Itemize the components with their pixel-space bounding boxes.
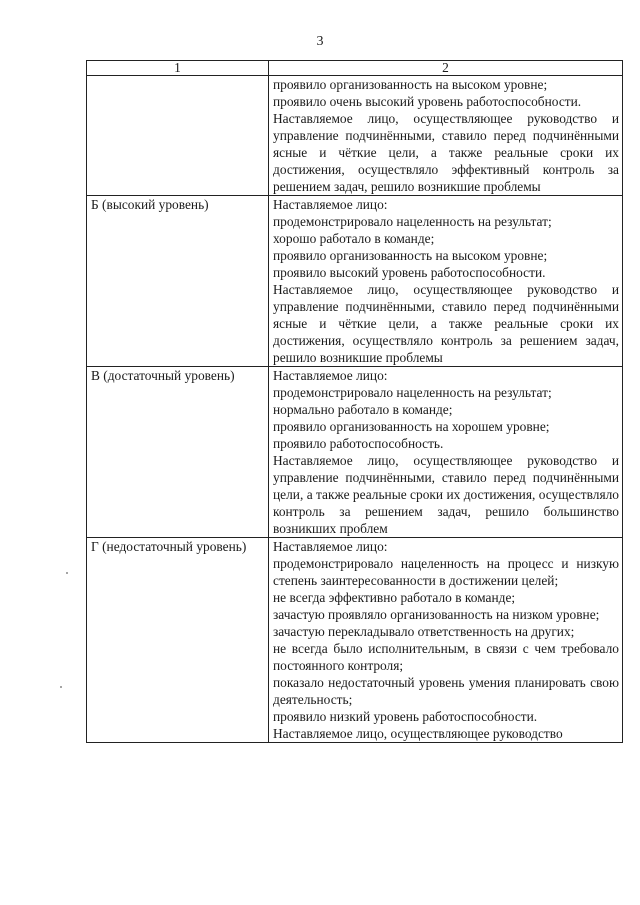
description-cell bbox=[269, 196, 623, 367]
description-line: проявило организованность на хорошем уровне; bbox=[273, 419, 550, 434]
column-header-2: 2 bbox=[269, 61, 623, 76]
table-row bbox=[87, 538, 623, 743]
description-line: зачастую перекладывало ответственность на других; bbox=[273, 624, 575, 639]
description-line: продемонстрировало нацеленность на результат; bbox=[273, 385, 552, 400]
description-line: зачастую проявляло организованность на низком уровне; bbox=[273, 607, 600, 622]
description-line: проявило высокий уровень работоспособности. bbox=[273, 265, 546, 280]
description-line: Наставляемое лицо, осуществляющее руководство и управление подчинёнными, ставило перед подчинёнными ясные и чёткие цели, а также реальные сроки их достижения, осуществляло эффективный контроль за решением задач, решило возникшие проблемы bbox=[273, 111, 619, 194]
page-number: 3 bbox=[316, 34, 324, 49]
column-header-1: 1 bbox=[87, 61, 269, 76]
description-cell bbox=[269, 367, 623, 538]
level-cell: Б (высокий уровень) bbox=[87, 196, 269, 367]
description-line: проявило низкий уровень работоспособности. bbox=[273, 709, 538, 724]
description-line: Наставляемое лицо: bbox=[273, 539, 388, 554]
description-line: проявило работоспособность. bbox=[273, 436, 444, 451]
description-line: хорошо работало в команде; bbox=[273, 231, 435, 246]
description-line: продемонстрировало нацеленность на результат; bbox=[273, 214, 552, 229]
description-line: Наставляемое лицо: bbox=[273, 368, 388, 383]
table-header-row bbox=[87, 61, 623, 76]
assessment-table bbox=[86, 60, 623, 743]
level-cell bbox=[87, 76, 269, 196]
description-cell bbox=[269, 76, 623, 196]
description-line: не всегда эффективно работало в команде; bbox=[273, 590, 516, 605]
table-row bbox=[87, 367, 623, 538]
table-row bbox=[87, 196, 623, 367]
description-line: проявило организованность на высоком уровне; bbox=[273, 77, 548, 92]
description-line: Наставляемое лицо, осуществляющее руководство bbox=[273, 726, 563, 741]
description-cell bbox=[269, 538, 623, 743]
description-line: Наставляемое лицо: bbox=[273, 197, 388, 212]
scan-speck bbox=[60, 686, 62, 688]
description-line: нормально работало в команде; bbox=[273, 402, 453, 417]
level-cell: В (достаточный уровень) bbox=[87, 367, 269, 538]
table-row bbox=[87, 76, 623, 196]
description-line: проявило очень высокий уровень работоспособности. bbox=[273, 94, 582, 109]
description-line: Наставляемое лицо, осуществляющее руководство и управление подчинёнными, ставило перед подчинёнными цели, а также реальные сроки их достижения, осуществляло контроль за решением задач, решило большинство возникших проблем bbox=[273, 453, 619, 536]
level-cell: Г (недостаточный уровень) bbox=[87, 538, 269, 743]
description-line: не всегда было исполнительным, в связи с чем требовало постоянного контроля; bbox=[273, 641, 619, 673]
description-line: Наставляемое лицо, осуществляющее руководство и управление подчинёнными, ставило перед подчинёнными ясные и чёткие цели, а также реальные сроки их достижения, осуществляло контроль за решением задач, решило возникшие проблемы bbox=[273, 282, 619, 365]
description-line: проявило организованность на высоком уровне; bbox=[273, 248, 548, 263]
description-line: показало недостаточный уровень умения планировать свою деятельность; bbox=[273, 675, 619, 707]
scan-speck bbox=[66, 572, 68, 574]
description-line: продемонстрировало нацеленность на процесс и низкую степень заинтересованности в достижении целей; bbox=[273, 556, 619, 588]
